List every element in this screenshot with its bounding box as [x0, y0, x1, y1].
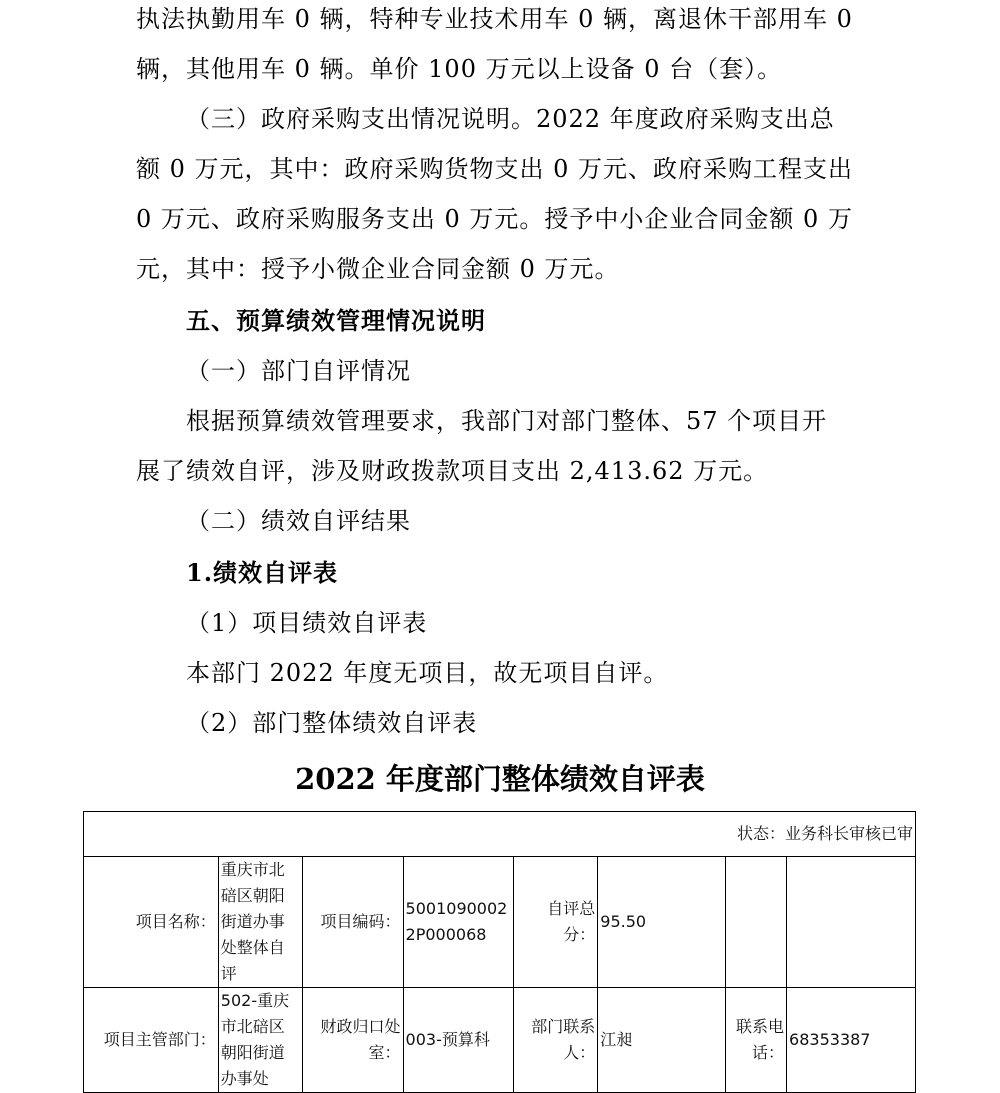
- subsection-heading: （一）部门自评情况: [186, 357, 411, 385]
- self-evaluation-table: [83, 811, 916, 1093]
- project-code-value: 50010900022P000068: [403, 857, 514, 988]
- paragraph-line: 本部门 2022 年度无项目，故无项目自评。: [186, 659, 669, 687]
- phone-label: 联系电话：: [726, 988, 787, 1093]
- phone-value: 68353387: [787, 988, 916, 1093]
- paragraph-line: 辆，其他用车 0 辆。单价 100 万元以上设备 0 台（套）。: [136, 55, 783, 83]
- paragraph-line: 展了绩效自评，涉及财政拨款项目支出 2,413.62 万元。: [136, 457, 769, 485]
- table-row: [84, 988, 916, 1093]
- status-cell: 状态：业务科长审核已审: [84, 812, 916, 857]
- subsection-heading: （2）部门整体绩效自评表: [186, 709, 478, 737]
- contact-label: 部门联系人：: [514, 988, 598, 1093]
- empty-cell: [787, 857, 916, 988]
- table-row: [84, 857, 916, 988]
- project-name-value: 重庆市北碚区朝阳街道办事处整体自评: [218, 857, 302, 988]
- empty-cell: [726, 857, 787, 988]
- section-heading: 五、预算绩效管理情况说明: [186, 306, 486, 335]
- table-row: [84, 812, 916, 857]
- office-label: 财政归口处室：: [302, 988, 403, 1093]
- paragraph-line: 额 0 万元，其中：政府采购货物支出 0 万元、政府采购工程支出: [136, 155, 854, 183]
- score-label: 自评总分：: [514, 857, 598, 988]
- dept-value: 502-重庆市北碚区朝阳街道办事处: [218, 988, 302, 1093]
- paragraph-line: 元，其中：授予小微企业合同金额 0 万元。: [136, 255, 620, 283]
- paragraph-line: 0 万元、政府采购服务支出 0 万元。授予中小企业合同金额 0 万: [136, 205, 853, 233]
- project-code-label: 项目编码：: [302, 857, 403, 988]
- dept-label: 项目主管部门：: [84, 988, 219, 1093]
- subsection-heading: 1.绩效自评表: [186, 558, 339, 587]
- project-name-label: 项目名称：: [84, 857, 219, 988]
- office-value: 003-预算科: [403, 988, 514, 1093]
- paragraph-line: 根据预算绩效管理要求，我部门对部门整体、57 个项目开: [186, 407, 828, 435]
- paragraph-line: （三）政府采购支出情况说明。2022 年度政府采购支出总: [186, 105, 835, 133]
- subsection-heading: （1）项目绩效自评表: [186, 609, 428, 637]
- subsection-heading: （二）绩效自评结果: [186, 507, 411, 535]
- contact-value: 江昶: [598, 988, 726, 1093]
- score-value: 95.50: [598, 857, 726, 988]
- paragraph-line: 执法执勤用车 0 辆，特种专业技术用车 0 辆，离退休干部用车 0: [136, 5, 853, 33]
- table-title: 2022 年度部门整体绩效自评表: [295, 762, 705, 796]
